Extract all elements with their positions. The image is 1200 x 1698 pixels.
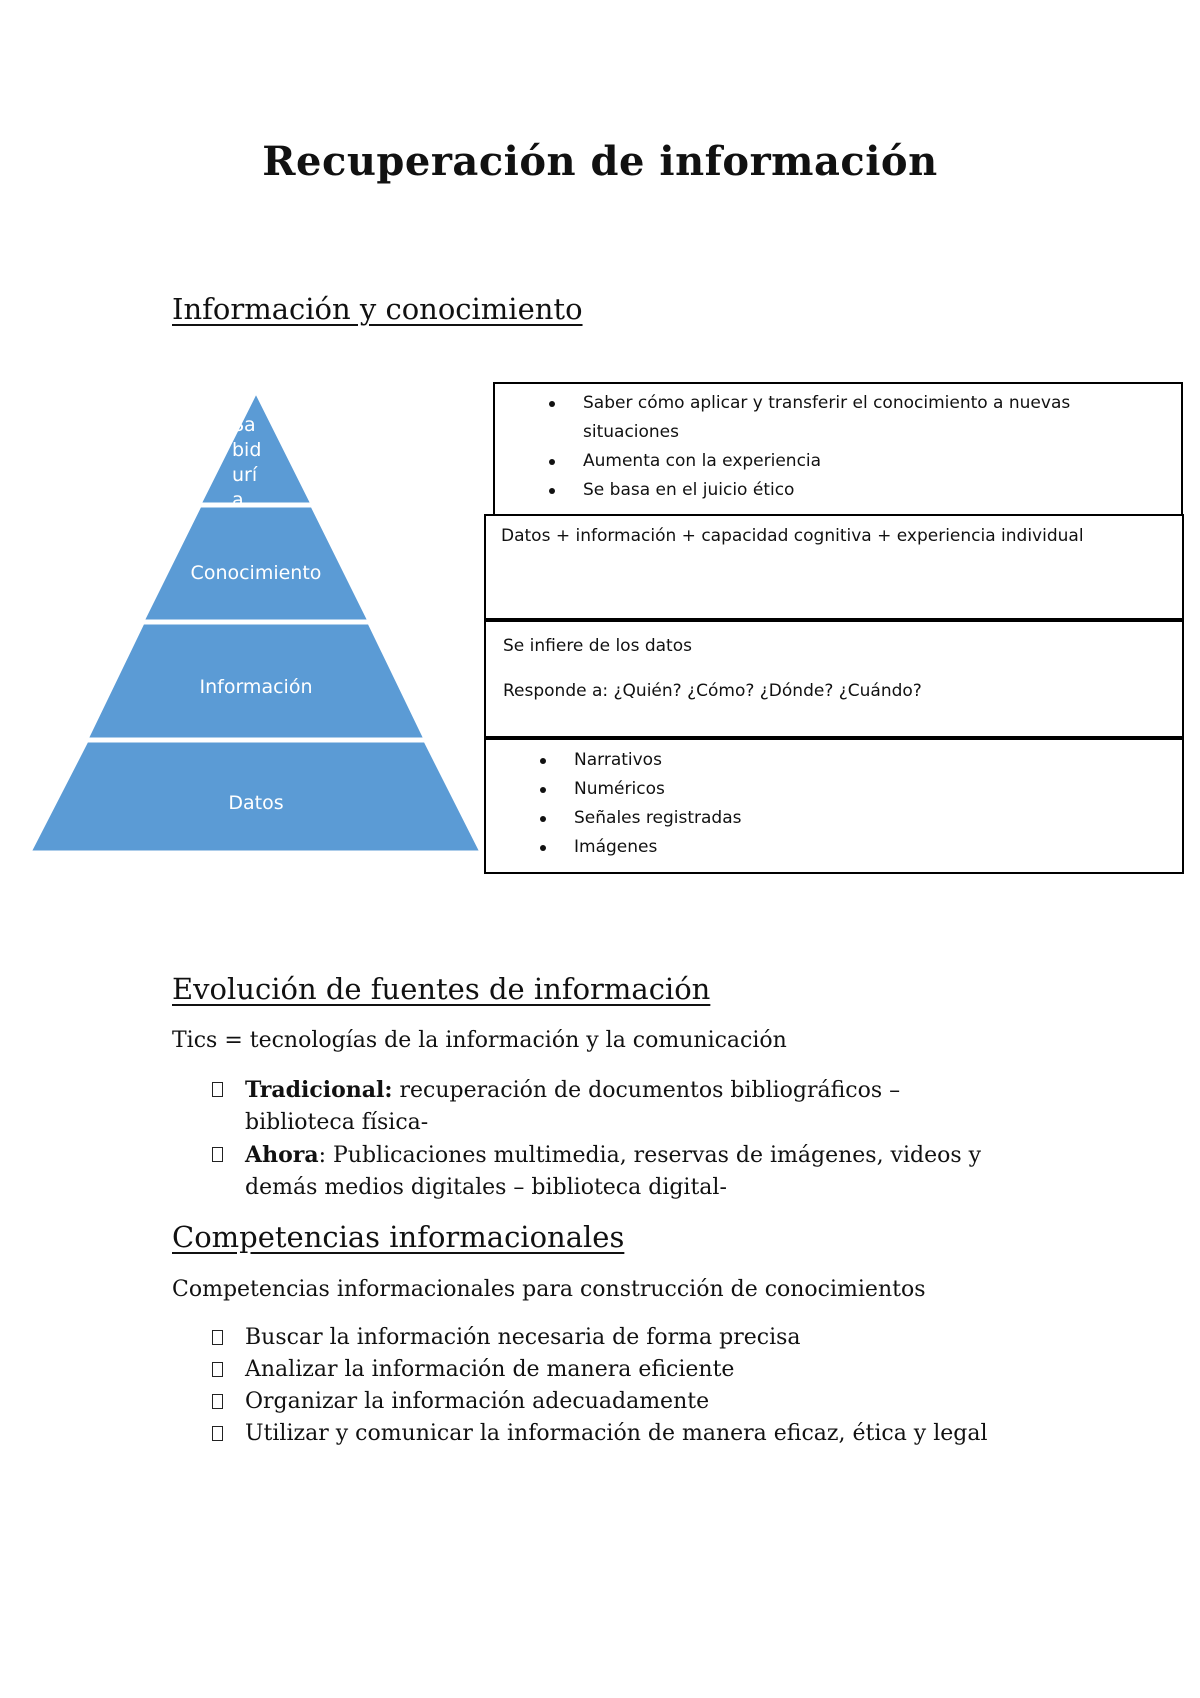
list-item: Saber cómo aplicar y transferir el conocimiento a nuevas	[583, 389, 1070, 418]
list-item: Imágenes	[574, 833, 741, 862]
list-item-tradicional: Tradicional: recuperación de documentos bibliográficos –	[212, 1074, 981, 1107]
datos-description-box	[484, 738, 1184, 874]
list-item: Señales registradas	[574, 804, 741, 833]
list-item-ahora: Ahora: Publicaciones multimedia, reservas de imágenes, videos y	[212, 1139, 981, 1172]
list-item: Narrativos	[574, 746, 741, 775]
section-heading-informacion-conocimiento: Información y conocimiento	[172, 292, 583, 326]
list-item: Numéricos	[574, 775, 741, 804]
conocimiento-description-box	[484, 514, 1184, 620]
pyramid-label-datos: Datos	[228, 792, 284, 814]
competencias-intro: Competencias informacionales para construcción de conocimientos	[172, 1277, 926, 1302]
square-bullet-icon	[212, 1330, 223, 1345]
square-bullet-icon	[212, 1426, 223, 1441]
square-bullet-icon	[212, 1147, 223, 1162]
pyramid-label-conocimiento: Conocimiento	[190, 562, 322, 584]
list-item-continuation: situaciones	[583, 422, 679, 442]
page-title: Recuperación de información	[262, 138, 938, 185]
list-item: Buscar la información necesaria de forma precisa	[212, 1322, 988, 1354]
sabiduria-description-box	[493, 382, 1183, 516]
pyramid-label-informacion: Información	[199, 676, 313, 698]
list-item: Se basa en el juicio ético	[583, 476, 1070, 505]
list-item: Analizar la información de manera eficiente	[212, 1354, 988, 1386]
evolution-list	[212, 1074, 981, 1204]
list-item: Aumenta con la experiencia	[583, 447, 1070, 476]
informacion-line-1: Se infiere de los datos	[503, 636, 692, 656]
list-item: Organizar la información adecuadamente	[212, 1386, 988, 1418]
tics-definition: Tics = tecnologías de la información y la comunicación	[172, 1028, 787, 1053]
conocimiento-formula: Datos + información + capacidad cognitiva + experiencia individual	[501, 526, 1084, 546]
list-item-continuation: demás medios digitales – biblioteca digital-	[245, 1175, 727, 1200]
list-item: Utilizar y comunicar la información de manera eficaz, ética y legal	[212, 1418, 988, 1450]
pyramid-label-sabiduria: Sa bid urí	[232, 414, 262, 486]
section-heading-evolucion: Evolución de fuentes de información	[172, 972, 711, 1006]
square-bullet-icon	[212, 1082, 223, 1097]
square-bullet-icon	[212, 1394, 223, 1409]
square-bullet-icon	[212, 1362, 223, 1377]
list-item-continuation: biblioteca física-	[245, 1110, 429, 1135]
informacion-description-box	[484, 620, 1184, 738]
section-heading-competencias: Competencias informacionales	[172, 1220, 625, 1254]
informacion-line-2: Responde a: ¿Quién? ¿Cómo? ¿Dónde? ¿Cuándo?	[503, 681, 922, 701]
competencias-list	[212, 1322, 988, 1450]
